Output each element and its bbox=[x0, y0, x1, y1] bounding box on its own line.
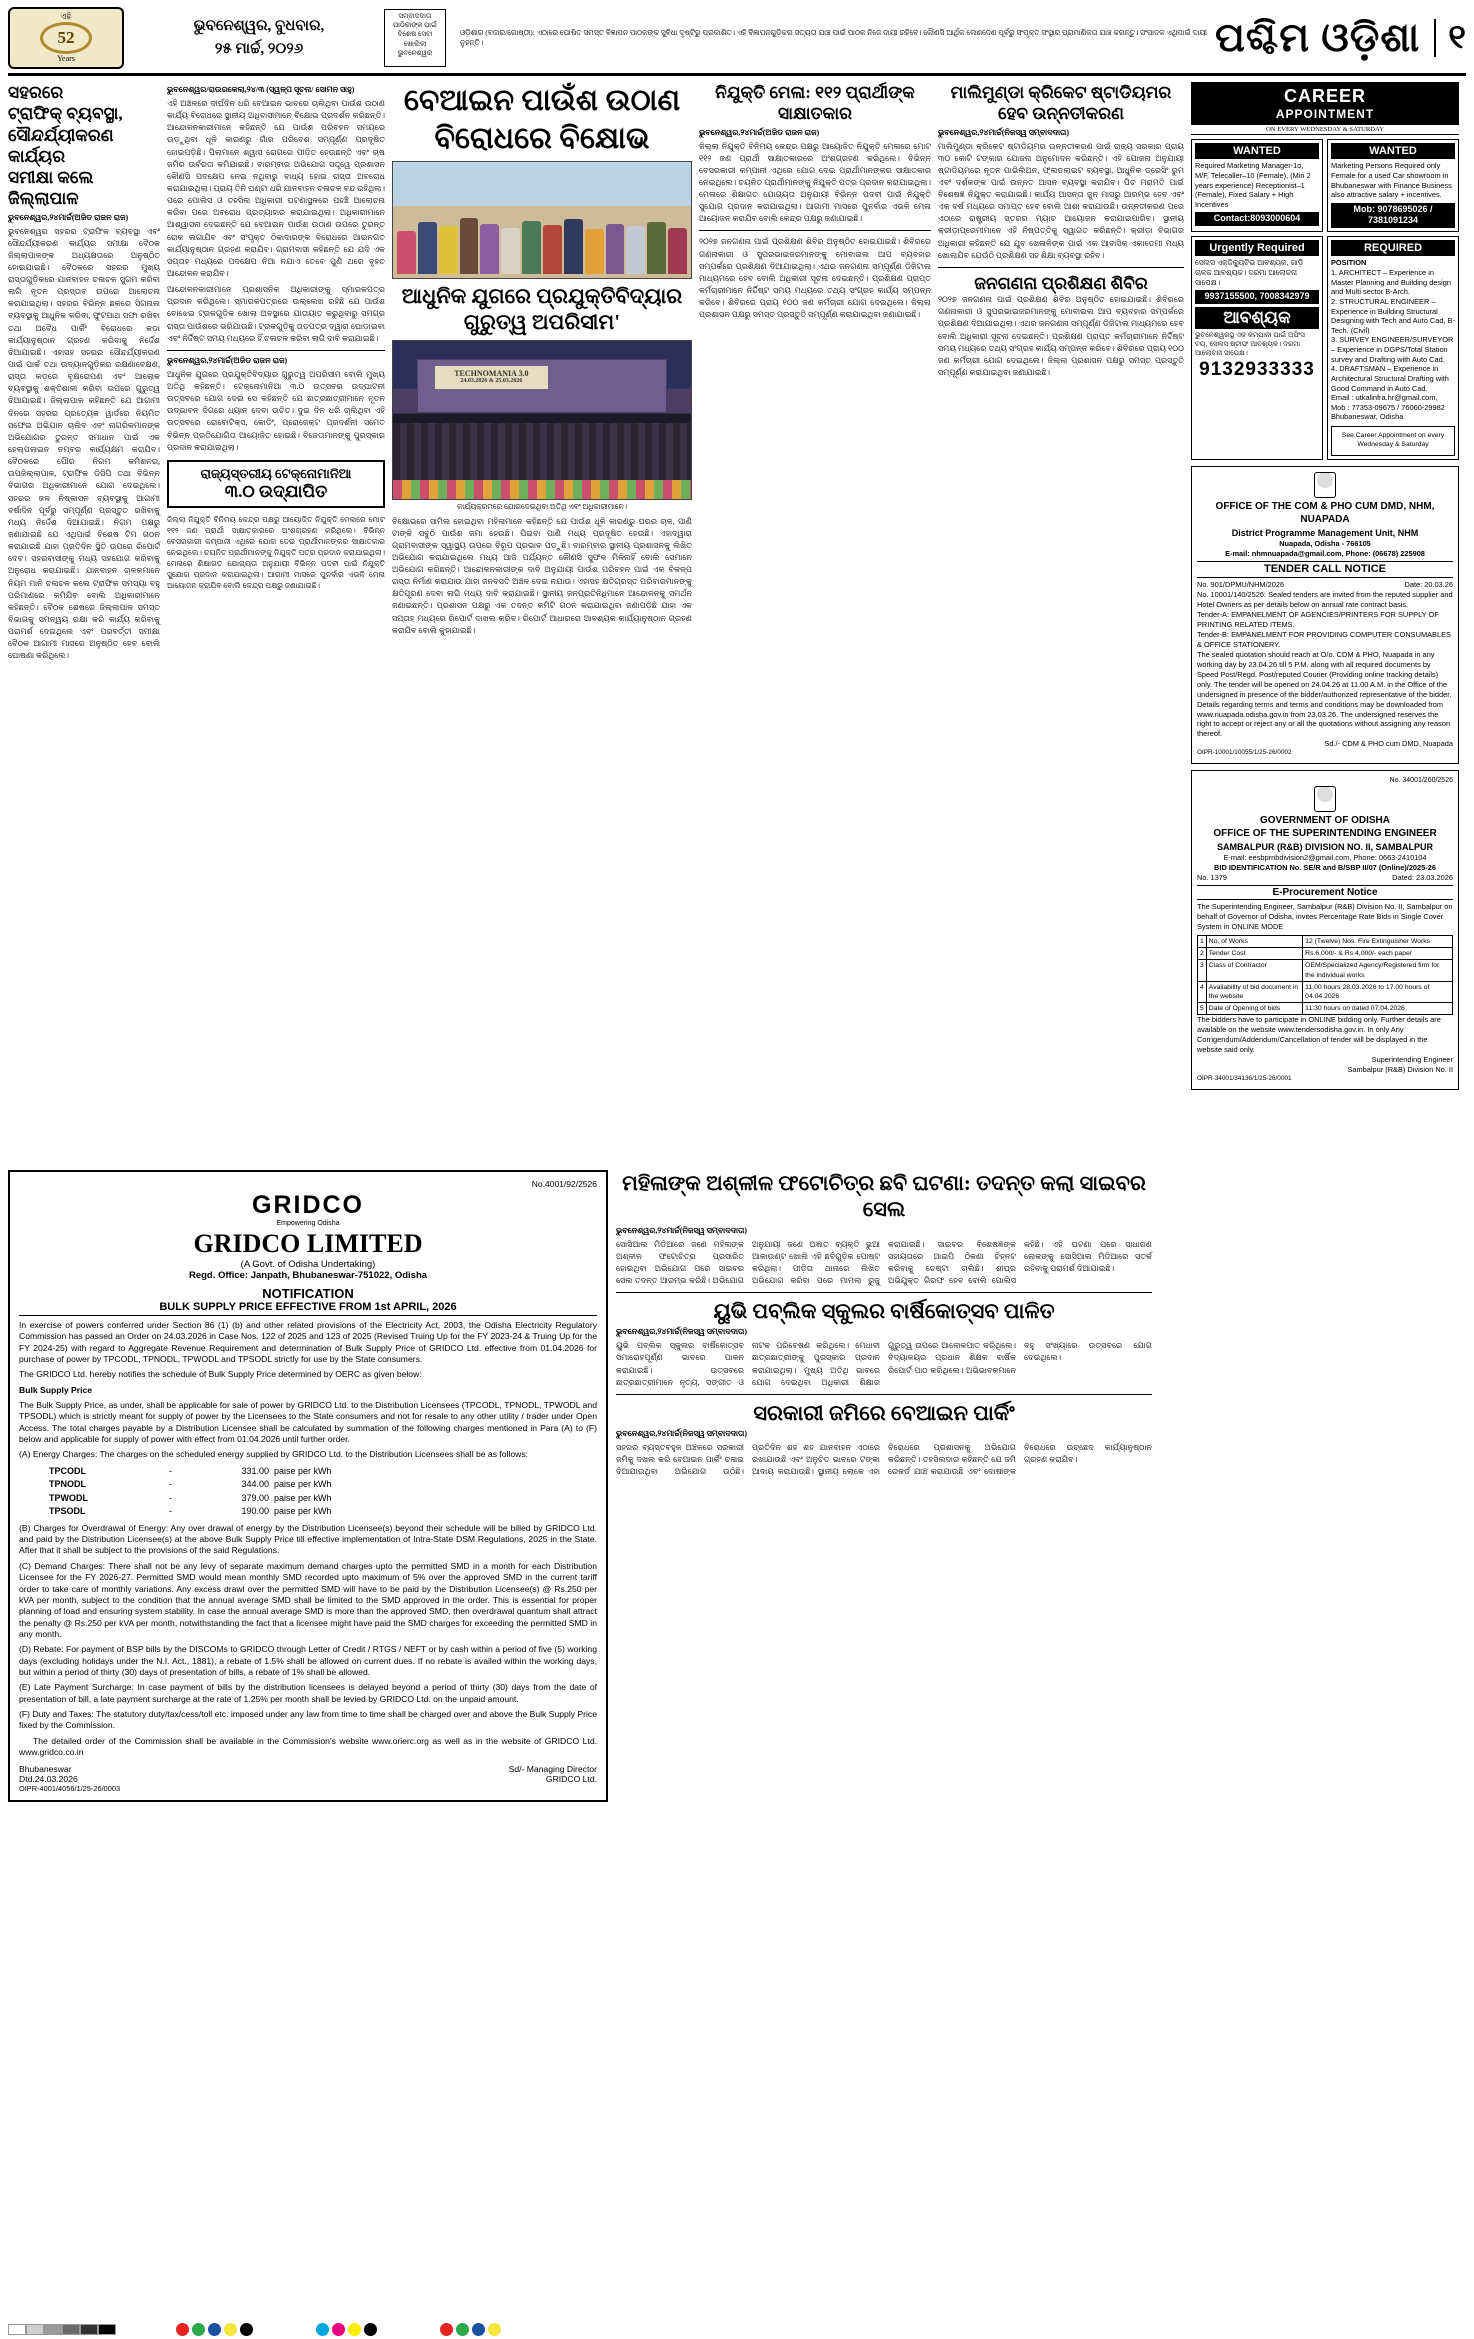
nuapada-email[interactable]: E-mail: nhmnuapada@gmail.com, Phone: (06678) 225908 bbox=[1225, 548, 1425, 558]
masthead-disclaimer: ଓଡ଼ିଶାର (ବଜାର/ଗୋଷ୍ଠୀ): ଏଠାରେ ଘୋଷିତ ସମସ୍ତ ବିଜ୍ଞାପନ ପାଠକଙ୍କ ସୁବିଧା ଦୃଷ୍ଟିରୁ ପ୍ରକାଶିତ। ଏହି ବିଜ୍ଞାପନଗୁଡ଼ିକର ସତ୍ୟତା ଯାଞ୍ଚ ପାଇଁ ପାଠକ ନିଜେ ଦାୟୀ ରହିବେ। କୌଣସି ଆର୍ଥିକ ଲେଣଦେଣ ପୂର୍ବରୁ ସଂପୃକ୍ତ ସଂସ୍ଥାର ପ୍ରାମାଣିକତା ଯାଞ୍ଚ କରନ୍ତୁ। ସଂପାଦକ ଏଥିପାଇଁ ଦାୟୀ ନୁହନ୍ତି। bbox=[460, 27, 1207, 47]
sambalpur-eproc-title: E-Procurement Notice bbox=[1197, 885, 1453, 901]
divider-1 bbox=[167, 350, 385, 351]
nuapada-notice-title: TENDER CALL NOTICE bbox=[1197, 561, 1453, 578]
row5-value: 11.30 hours on dated 07.04.2026 bbox=[1303, 1003, 1453, 1015]
sambalpur-footer: The bidders have to participate in ONLINE bidding only. Further details are available on the website www.tendersodisha.gov.in. In only Any Corrigendum/Addendum/Cancellation of tender will be displayed in the website said only. bbox=[1197, 1015, 1441, 1055]
sambalpur-tender-ad[interactable] bbox=[1191, 770, 1459, 1090]
tech-banner-title: TECHNOMANIA 3.0 bbox=[454, 368, 529, 378]
tariff-dash-1: - bbox=[169, 1479, 172, 1490]
masthead-title: ପଶ୍ଚିମ ଓଡ଼ିଶା bbox=[1215, 15, 1421, 60]
gridco-closing: The detailed order of the Commission shall be available in the Commission's website www.orierc.org as well as in the website of GRIDCO Ltd. www.gridco.co.in bbox=[19, 1735, 597, 1757]
masthead-place-line1: ଭୁବନେଶ୍ୱର, ବୁଧବାର, bbox=[193, 18, 325, 34]
ratebox bbox=[167, 460, 385, 508]
row4-label: Availability of bid document in the website bbox=[1206, 981, 1302, 1002]
gridco-para-1: In exercise of powers conferred under Section 86 (1) (b) and other related provisions of the Electricity Act, 2003, the Odisha Electricity Regulatory Commission has passed an Order on 24.03.2026 in Case Nos. 122 of 2025 and 123 of 2025 (Revised Truing Up for the FY 2023-24 & Truing Up for the FY 2024-25) with regard to Aggregate Revenue Requirement and determination of Bulk Supply Price of GRIDCO Ltd. effective from 01.04.2026 for purchase of power by TPCODL, TPNODL, TPWODL and TPSODL strictly for use by the State consumers. bbox=[19, 1320, 597, 1365]
table-row bbox=[1198, 960, 1453, 981]
tariff-value-3: 190.00 bbox=[241, 1506, 269, 1517]
required-position-label: POSITION bbox=[1331, 258, 1367, 268]
tariff-value-0: 331.00 bbox=[241, 1465, 269, 1476]
tariff-row-tpcodl bbox=[49, 1465, 597, 1479]
row1-sl: 1 bbox=[1198, 936, 1207, 948]
required-item-4: 4. DRAFTSMAN – Experience in Architectural Structural Drafting with Good Command in Auto Cad. bbox=[1331, 364, 1449, 393]
nuapada-notice-no: No. 901/DPMU/NHM/2026 bbox=[1197, 579, 1285, 589]
tariff-row-tpwodl bbox=[49, 1492, 597, 1506]
story1-headline bbox=[8, 82, 160, 210]
registration-marks bbox=[8, 2324, 116, 2335]
masthead-side-box: ସମ୍ବାଦଦାତା ପାଠିକାଙ୍କ ପାଇଁ ବିଶେଷ ସେବା ଖୋଲିଲା ଭୁବନେଶ୍ୱର bbox=[384, 9, 446, 67]
school-body: ୟୁଭି ପବ୍ଲିକ ସ୍କୁଲର ବାର୍ଷିକୋତ୍ସବ ସମାରୋହପୂର୍ଣ୍ଣ ଭାବରେ ପାଳନ କରାଯାଇଛି। ଉତ୍ସବରେ ଛାତ୍ରଛାତ୍ରୀମାନେ ନୃତ୍ୟ, ସଙ୍ଗୀତ ଓ ନାଟକ ପରିବେଷଣ କରିଥିଲେ। ମେଧାବୀ ଛାତ୍ରଛାତ୍ରୀଙ୍କୁ ପୁରସ୍କାର ପ୍ରଦାନ କରାଯାଇଥିଲା। ମୁଖ୍ୟ ଅତିଥି ଭାବରେ ଯୋଗ ଦେଇଥିବା ଅଧିକାରୀ ଶିକ୍ଷାର ଗୁରୁତ୍ୱ ଉପରେ ଆଲୋକପାତ କରିଥିଲେ। ବିଦ୍ୟାଳୟର ପ୍ରଧାନ ଶିକ୍ଷକ ବାର୍ଷିକ ରିପୋର୍ଟ ପାଠ କରିଥିଲେ। ଅଭିଭାବକମାନେ ବହୁ ସଂଖ୍ୟାରେ ଉତ୍ସବରେ ଯୋଗ ଦେଇଥିଲେ। bbox=[616, 1341, 1152, 1387]
urgently-required-ad[interactable] bbox=[1191, 236, 1323, 460]
required-ad-title: REQUIRED bbox=[1331, 240, 1455, 256]
career-title2: APPOINTMENT bbox=[1275, 107, 1375, 121]
sambalpur-sign1: Superintending Engineer bbox=[1371, 1055, 1453, 1065]
sambalpur-header bbox=[1197, 814, 1453, 853]
wanted-ad-1[interactable] bbox=[1191, 139, 1323, 232]
gridco-sign-2: GRIDCO Ltd. bbox=[545, 1774, 597, 1785]
tariff-dash-0: - bbox=[169, 1465, 172, 1476]
wanted-ad-2[interactable] bbox=[1327, 139, 1459, 232]
nuapada-tender-a: Tender-A: EMPANELMENT OF AGENCIES/PRINTERS FOR SUPPLY OF PRINTING RELATED ITEMS. bbox=[1197, 609, 1439, 629]
gridco-oipr: OIPR-4001/4056/1/25-26/0003 bbox=[19, 1784, 121, 1794]
gridco-item-b: (B) Charges for Overdrawal of Energy: Any over drawal of energy by the Distribution Licensee(s) beyond their schedule will be billed by GRIDCO Ltd. and paid by the Distribution Licensee(s) at the above Bulk Supply Price till effective implementation of Intra-State DSM Regulations, 2025 in the State. After that it shall be subject to the provisions of the said Regulations. bbox=[19, 1522, 597, 1556]
column-6-ads bbox=[1191, 82, 1459, 1090]
story1-body: ଭୁବନେଶ୍ୱର ସହରର ଟ୍ରାଫିକ ବ୍ୟବସ୍ଥା ଏବଂ ସୌନ୍ଦର୍ଯ୍ୟୀକରଣ କାର୍ଯ୍ୟର ସମୀକ୍ଷା ବୈଠକ ଜିଲ୍ଲାପାଳଙ୍କ ଅଧ୍ୟକ୍ଷତାରେ ଅନୁଷ୍ଠିତ ହୋଇଯାଇଛି। ବୈଠକରେ ସହରର ମୁଖ୍ୟ ରାସ୍ତାଗୁଡ଼ିକରେ ଯାନବାହନ ଚଳାଚଳ ସୁଗମ କରିବା ଲାଗି ନୂତନ ପ୍ରସ୍ତାବ ଉପରେ ଆଲୋଚନା କରାଯାଇଥିଲା। ସହରର ବିଭିନ୍ନ ଛକରେ ସିଗନାଲ ବ୍ୟବସ୍ଥାକୁ ଆଧୁନିକ କରିବା, ଫୁଟପାଥ ସଫା ରଖିବା ତଥା ଅବୈଧ ପାର୍କିଂ ବିରୋଧରେ କଡ଼ା କାର୍ଯ୍ୟାନୁଷ୍ଠାନ ଗ୍ରହଣ କରିବାକୁ ନିର୍ଦ୍ଦେଶ ଦିଆଯାଇଛି। ଏହାସହ ସହରର ସୌନ୍ଦର୍ଯ୍ୟୀକରଣ ପାଇଁ ପାର୍କ ତଥା ଉଦ୍ୟାନଗୁଡ଼ିକର ରକ୍ଷଣାବେକ୍ଷଣ, ରାସ୍ତା କଡ଼ରେ ବୃକ୍ଷରୋପଣ ଏବଂ ଆଲୋକ ବ୍ୟବସ୍ଥାକୁ ଶକ୍ତିଶାଳୀ କରିବା ଉପରେ ଗୁରୁତ୍ୱ ଦିଆଯାଇଛି। ଜିଲ୍ଲାପାଳ କହିଛନ୍ତି ଯେ ଆଗାମୀ ଦିନରେ ସହରର ପ୍ରତ୍ୟେକ ୱାର୍ଡରେ ନିୟମିତ ସଫେଇ ଅଭିଯାନ ଚାଲିବ ଏବଂ ନାଗରିକମାନଙ୍କ ଅଭିଯୋଗର ତୁରନ୍ତ ସମାଧାନ ପାଇଁ ଏକ ହେଲ୍ପଲାଇନ ନମ୍ବର କାର୍ଯ୍ୟକ୍ଷମ କରାଯିବ। ବୈଠକରେ ପୌର ନିଗମ କମିଶନର, ଉପଜିଲ୍ଲାପାଳ, ଟ୍ରାଫିକ ଡିସିପି ତଥା ବିଭିନ୍ନ ବିଭାଗର ଅଧିକାରୀମାନେ ଯୋଗ ଦେଇଥିଲେ। ସହରର ଜଳ ନିଷ୍କାସନ ବ୍ୟବସ୍ଥାକୁ ଆଗାମୀ ବର୍ଷାଦିନ ପୂର୍ବରୁ ସମ୍ପୂର୍ଣ୍ଣ ପ୍ରସ୍ତୁତ ରଖିବାକୁ ମଧ୍ୟ ନିର୍ଦ୍ଦେଶ ଦିଆଯାଇଛି। ନିଗମ ପକ୍ଷରୁ ଜଣାଯାଇଛି ଯେ ଏଥିପାଇଁ ବିଶେଷ ଟିମ ଗଠନ କରାଯାଇଛି ଯାହା ପ୍ରତିଦିନ ସ୍ଥିତି ଉପରେ ରିପୋର୍ଟ ଦେବ। ସହରବାସୀଙ୍କୁ ମଧ୍ୟ ସହଯୋଗ କରିବାକୁ ଅନୁରୋଧ କରାଯାଇଛି। ଯାନବାହନ ଚାଳକମାନେ ନିୟମ ମାନି ଚଳାଚଳ କଲେ ଟ୍ରାଫିକ ସମସ୍ୟା ବହୁ ପରିମାଣରେ କମିଯିବ ବୋଲି ଅଧିକାରୀମାନେ କହିଛନ୍ତି। ବୈଠକ ଶେଷରେ ଜିଲ୍ଲାପାଳ ସମସ୍ତ ବିଭାଗକୁ ସମନ୍ୱୟ ରକ୍ଷା କରି କାର୍ଯ୍ୟ କରିବାକୁ ପରାମର୍ଶ ଦେଇଥିଲେ ଏବଂ ପରବର୍ତ୍ତୀ ସମୀକ୍ଷା ବୈଠକ ଆଗାମୀ ମାସରେ ଅନୁଷ୍ଠିତ ହେବ ବୋଲି ଘୋଷଣା କରିଥିଲେ। bbox=[8, 226, 160, 661]
tariff-name-0: TPCODL bbox=[49, 1465, 86, 1476]
row2-label: Tender Cost bbox=[1206, 948, 1302, 960]
gridco-logo-text: GRIDCO bbox=[252, 1191, 364, 1219]
required-email[interactable]: Email : utkalinfra.hr@gmail.com, bbox=[1331, 393, 1438, 403]
census-body: ୨୦୨୭ ଜନଗଣନା ପାଇଁ ପ୍ରଶିକ୍ଷଣ ଶିବିର ଅନୁଷ୍ଠିତ ହୋଇଯାଇଛି। ଶିବିରରେ ଗଣନାକାରୀ ଓ ସୁପରଭାଇଜରମାନଙ୍କୁ ମୋବାଇଲ ଆପ ବ୍ୟବହାର ସମ୍ପର୍କରେ ପ୍ରଶିକ୍ଷଣ ଦିଆଯାଇଥିଲା। ଏଥର ଜନଗଣନା ସମ୍ପୂର୍ଣ୍ଣ ଡିଜିଟାଲ ମାଧ୍ୟମରେ ହେବ ବୋଲି ଅଧିକାରୀ ସୂଚନା ଦେଇଛନ୍ତି। ପ୍ରଶିକ୍ଷଣ ପ୍ରାପ୍ତ କର୍ମଚାରୀମାନେ ନିର୍ଦ୍ଦିଷ୍ଟ ସମୟ ମଧ୍ୟରେ ତଥ୍ୟ ସଂଗ୍ରହ କାର୍ଯ୍ୟ ସମ୍ପନ୍ନ କରିବେ। ଶିବିରରେ ପ୍ରାୟ ୧୦୦ ଜଣ କର୍ମଚାରୀ ଯୋଗ ଦେଇଥିଲେ। ଜିଲ୍ଲା ପ୍ରଶାସନ ପକ୍ଷରୁ ସମସ୍ତ ପ୍ରସ୍ତୁତି ସମ୍ପୂର୍ଣ୍ଣ କରାଯାଇଥିବା ଜଣାଯାଇଛି। bbox=[938, 295, 1184, 377]
parking-headline: ସରକାରୀ ଜମିରେ ବେଆଇନ ପାର୍କିଂ bbox=[753, 1400, 1015, 1425]
story1-headline-line4: ସମୀକ୍ଷା କଲେ ଜିଲ୍ଲାପାଳ bbox=[8, 168, 94, 209]
content-grid bbox=[8, 82, 1466, 1090]
gridco-sub1: (A Govt. of Odisha Undertaking) bbox=[240, 1259, 376, 1270]
odisha-emblem-icon-2 bbox=[1314, 786, 1336, 812]
gridco-notification-title: NOTIFICATION bbox=[262, 1286, 354, 1301]
tariff-value-2: 379.00 bbox=[241, 1492, 269, 1503]
avashyak-body: ଭୁବନେଶ୍ୱରସ୍ଥ ଏକ କମ୍ପାନୀ ପାଇଁ ଅଫିସ ବୟ, ସେଲସ ଷ୍ଟାଫ ଆବଶ୍ୟକ। ଦରମା ଆଲୋଚନା ସାପେକ୍ଷ। bbox=[1195, 332, 1305, 358]
column-2 bbox=[167, 82, 385, 1090]
required-item-1: 1. ARCHITECT – Experience in Master Planning and Building design and Multi sector B-Arch. bbox=[1331, 268, 1451, 297]
row1-label: No. of Works bbox=[1206, 936, 1302, 948]
tariff-dash-2: - bbox=[169, 1492, 172, 1503]
sambalpur-email[interactable]: E-mail: eesbprnbdivision2@gmail.com, Phone: 0663-2410104 bbox=[1223, 852, 1427, 862]
story1-headline-line2: ଟ୍ରାଫିକ୍ ବ୍ୟବସ୍ଥା, bbox=[8, 104, 123, 124]
gridco-item-c: (C) Demand Charges: There shall not be any levy of separate maximum demand charges upto the permitted SMD in a month for each Distribution Licensee for the FY 2026-27. Permitted SMD would mean monthly SMD recorded upto maximum of 5% over the approved SMD in the current tariff order to take care of monthly variations. Any excess drawl over the permitted SMD will have to be paid by the Distribution Licensee(s) @ Rs.250 per kVA per month, subject to the condition that the annual average SMD shall be limited to the SMD approved in the order. This is essential for proper planning of load and ensuring system stability. In case the annual average SMD is more than the approved SMD, then overdrawal quantum shall attract the penalty @ Rs.250 per kVA per month, notwithstanding the fact that a licensee might have paid the SMD charges for exceeding the permitted SMD in any month. bbox=[19, 1560, 597, 1639]
color-registration-bar bbox=[0, 2321, 1474, 2337]
gridco-para-2: The GRIDCO Ltd. hereby notifies the schedule of Bulk Supply Price determined by OERC as given below: bbox=[19, 1369, 422, 1380]
tariff-unit-0: paise per kWh bbox=[274, 1465, 332, 1476]
cmyk-dots-2 bbox=[316, 2323, 380, 2336]
avashyak-title: ଆବଶ୍ୟକ bbox=[1195, 307, 1319, 329]
urgent-ad-body: ସେଲସ ଏକ୍ଜିକ୍ୟୁଟିଭ ଆବଶ୍ୟକ, ଗାଡ଼ି ଚାଳକ ଆବଶ୍ୟକ। ଦରମା ଆଲୋଚନା ସାପେକ୍ଷ। bbox=[1195, 258, 1304, 287]
tech-banner bbox=[435, 366, 548, 390]
niyukti-headline: ନିଯୁକ୍ତି ମେଳା: ୧୧୨ ପ୍ରାର୍ଥୀଙ୍କ ସାକ୍ଷାତକାର bbox=[715, 83, 915, 124]
required-item-2: 2. STRUCTURAL ENGINEER – Experience in Building Structural Designing with Tech and Auto Cad, B-Tech. (Civil) bbox=[1331, 296, 1455, 335]
sambalpur-oipr: OIPR-34001/34136/1/25-26/0001 bbox=[1197, 1075, 1292, 1083]
sambalpur-intro: The Superintending Engineer, Sambalpur (R&B) Division No. II, Sambalpur on behalf of Governor of Odisha, invites Percentage Rate Bids in Single Cover System in ONLINE MODE bbox=[1197, 902, 1453, 932]
tariff-name-3: TPSODL bbox=[49, 1506, 86, 1517]
story2-body: ଏହି ଅଞ୍ଚଳରେ ଦୀର୍ଘଦିନ ଧରି ବେଆଇନ ଭାବରେ ଚାଲିଥିବା ପାଉଁଶ ଉଠାଣ କାର୍ଯ୍ୟ ବିରୋଧରେ ସ୍ଥାନୀୟ ଅଧିବାସୀମାନେ ବିକ୍ଷୋଭ ପ୍ରଦର୍ଶନ କରିଛନ୍ତି। ଆନ୍ଦୋଳନକାରୀମାନେ କହିଛନ୍ତି ଯେ ପାଉଁଶ ପରିବହନ ସମୟରେ ଉଡ଼ୁଥିବା ଧୂଳି କାରଣରୁ ଗାଁର ପରିବେଶ ସମ୍ପୂର୍ଣ୍ଣ ପ୍ରଦୂଷିତ ହୋଇପଡ଼ିଛି। ପିଲାମାନେ ଶ୍ୱାସ ରୋଗରେ ପୀଡ଼ିତ ହେଉଛନ୍ତି ଏବଂ ଚାଷ ଜମିର ଉର୍ବରତା କମିଯାଇଛି। ବାରମ୍ବାର ଅଭିଯୋଗ ସତ୍ତ୍ୱେ ପ୍ରଶାସନ କୌଣସି ପଦକ୍ଷେପ ନେଇ ନଥିବାରୁ ବାଧ୍ୟ ହୋଇ ରାସ୍ତା ଅବରୋଧ କରାଯାଇଥିଲା। ପ୍ରାୟ ତିନି ଘଣ୍ଟା ଧରି ଯାନବାହନ ଚଳାଚଳ ବନ୍ଦ ରହିଥିଲା। ପରେ ପୋଲିସ ଓ ତହସିଲ ଅଧିକାରୀ ଘଟଣାସ୍ଥଳରେ ପହଞ୍ଚି ଆଲୋଚନା କରିବା ପରେ ଅବରୋଧ ପ୍ରତ୍ୟାହାର କରାଯାଇଥିଲା। ଅଧିକାରୀମାନେ ଆଶ୍ୱାସନା ଦେଇଛନ୍ତି ଯେ ବେଆଇନ ପାଉଁଶ ଉଠାଣ ଉପରେ ତୁରନ୍ତ ରୋକ ଲଗାଯିବ ଏବଂ ସଂପୃକ୍ତ ଠିକାଦାରଙ୍କ ବିରୋଧରେ ଆଇନଗତ କାର୍ଯ୍ୟାନୁଷ୍ଠାନ ଗ୍ରହଣ କରାଯିବ। ଗ୍ରାମବାସୀ କହିଛନ୍ତି ଯେ ଯଦି ଏକ ସପ୍ତାହ ମଧ୍ୟରେ ପଦକ୍ଷେପ ନିଆ ନଯାଏ ତେବେ ପୁଣି ଥରେ ବୃହତ ଆନ୍ଦୋଳନ କରାଯିବ। bbox=[167, 99, 385, 278]
nuapada-tender-b: Tender-B: EMPANELMENT FOR PROVIDING COMPUTER CONSUMABLES & OFFICE STATIONERY. bbox=[1197, 629, 1451, 649]
row3-label: Class of Contractor bbox=[1206, 960, 1302, 981]
lead-body: ବିକ୍ଷୋଭରେ ସାମିଲ ହୋଇଥିବା ମହିଳାମାନେ କହିଛନ୍ତି ଯେ ପାଉଁଶ ଧୂଳି କାରଣରୁ ଘରର ଚାଳ, ପାଣି ଟାଙ୍କି ସବୁଠି ପାଉଁଶ ଜମା ହେଉଛି। ପିଇବା ପାଣି ମଧ୍ୟ ପ୍ରଦୂଷିତ ହେଉଛି। ଏହାଦ୍ୱାରା ଗ୍ରାମବାସୀଙ୍କ ସ୍ୱାସ୍ଥ୍ୟ ଉପରେ ବିରୂପ ପ୍ରଭାବ ପଡ଼ୁଛି। ବାରମ୍ବାର ସ୍ଥାନୀୟ ପ୍ରଶାସନକୁ ଲିଖିତ ଅଭିଯୋଗ କରାଯାଇଥିଲେ ମଧ୍ୟ ଆଜି ପର୍ଯ୍ୟନ୍ତ କୌଣସି ସୁଫଳ ମିଳିନାହିଁ ବୋଲି ସେମାନେ ଅଭିଯୋଗ କରିଛନ୍ତି। ଆନ୍ଦୋଳନକାରୀଙ୍କ ଦାବି ଅନୁଯାୟୀ ପାଉଁଶ ପରିବହନ ପାଇଁ ଏକ ବିକଳ୍ପ ରାସ୍ତା ନିର୍ମାଣ କରାଯାଉ ଯାହା ଜନବସତି ଅଞ୍ଚଳ ଦେଇ ନଯାଉ। ଏହାସହ କ୍ଷତିଗ୍ରସ୍ତ ପରିବାରମାନଙ୍କୁ କ୍ଷତିପୂରଣ ଦେବା ଲାଗି ମଧ୍ୟ ଦାବି କରାଯାଇଛି। ସ୍ଥାନୀୟ ଜନପ୍ରତିନିଧିମାନେ ଆନ୍ଦୋଳନକୁ ସମର୍ଥନ ଜଣାଇଛନ୍ତି। ପ୍ରଶାସନ ପକ୍ଷରୁ ଏକ ତଦନ୍ତ କମିଟି ଗଠନ କରାଯାଇଥିବା ଜଣାପଡ଼ିଛି ଯାହା ଏକ ସପ୍ତାହ ମଧ୍ୟରେ ରିପୋର୍ଟ ଦାଖଲ କରିବ। ରିପୋର୍ଟ ଆଧାରରେ ଆବଶ୍ୟକ କାର୍ଯ୍ୟାନୁଷ୍ଠାନ ଗ୍ରହଣ କରାଯିବ ବୋଲି କୁହାଯାଇଛି। bbox=[392, 516, 692, 635]
census-headline: ଜନଗଣନା ପ୍ରଶିକ୍ଷଣ ଶିବିର bbox=[974, 273, 1148, 293]
column-4 bbox=[699, 82, 931, 1090]
masthead bbox=[8, 6, 1466, 76]
gridco-effective-title: BULK SUPPLY PRICE EFFECTIVE FROM 1st APRIL, 2026 bbox=[19, 1301, 597, 1316]
lead-photo bbox=[392, 161, 692, 279]
wanted-ad-2-body: Marketing Persons Required only Female for a used Car showroom in Bhubaneswar with Finance Business also attractive salary + incentives. bbox=[1331, 161, 1452, 200]
story2-body-2: ଆନ୍ଦୋଳନକାରୀମାନେ ପ୍ରଶାସନିକ ଅଧିକାରୀଙ୍କୁ ସ୍ମାରକପତ୍ର ପ୍ରଦାନ କରିଥିଲେ। ସ୍ମାରକପତ୍ରରେ ଉଲ୍ଲେଖ ରହିଛି ଯେ ପାଉଁଶ ବୋଝେଇ ଟ୍ରକଗୁଡ଼ିକ ଖୋଲା ଅବସ୍ଥାରେ ଯାତାୟାତ କରୁଥିବାରୁ ସମଗ୍ର ରାସ୍ତା ପାଉଁଶରେ ଭରିଯାଉଛି। ଟ୍ରକଗୁଡ଼ିକୁ ତାଡ଼ପତ୍ର ଦ୍ୱାରା ଘୋଡ଼ାଇବା ଏବଂ ନିର୍ଦ୍ଦିଷ୍ଟ ସମୟ ମଧ୍ୟରେ ହିଁ ଚଳାଚଳ କରିବା ଲାଗି ଦାବି କରାଯାଇଛି। bbox=[167, 285, 385, 343]
school-headline: ୟୁଭି ପବ୍ଲିକ ସ୍କୁଲର ବାର୍ଷିକୋତ୍ସବ ପାଳିତ bbox=[713, 1299, 1055, 1324]
story-tech-extra: ଜିଲ୍ଲା ନିଯୁକ୍ତି ବିନିମୟ କେନ୍ଦ୍ର ପକ୍ଷରୁ ଆୟୋଜିତ ନିଯୁକ୍ତି ମେଳାରେ ମୋଟ ୧୧୨ ଜଣ ପ୍ରାର୍ଥୀ ସାକ୍ଷାତକାରରେ ଅଂଶଗ୍ରହଣ କରିଥିଲେ। ବିଭିନ୍ନ ବେସରକାରୀ କମ୍ପାନୀ ଏଥିରେ ଯୋଗ ଦେଇ ପ୍ରାର୍ଥୀମାନଙ୍କର ସାକ୍ଷାତକାର ନେଇଥିଲେ। ଚୟନିତ ପ୍ରାର୍ଥୀମାନଙ୍କୁ ନିଯୁକ୍ତି ପତ୍ର ପ୍ରଦାନ କରାଯାଇଥିଲା। ମେଳାରେ ଶିକ୍ଷାଗତ ଯୋଗ୍ୟତା ଅନୁଯାୟୀ ବିଭିନ୍ନ ପଦବୀ ପାଇଁ ନିଯୁକ୍ତି ସୁଯୋଗ ପ୍ରଦାନ କରାଯାଇଥିଲା। ଆଗାମୀ ମାସରେ ପୁନର୍ବାର ଏଭଳି ମେଳା ଆୟୋଜନ କରାଯିବ ବୋଲି କେନ୍ଦ୍ର ପକ୍ଷରୁ ଜଣାଯାଇଛି। bbox=[167, 514, 385, 590]
tariff-row-tpsodl bbox=[49, 1505, 597, 1519]
see-career-note: See Career Appointment on every Wednesday & Saturday bbox=[1331, 426, 1455, 456]
wanted-ad-1-title: WANTED bbox=[1195, 143, 1319, 159]
ratebox-line2: ୩.୦ ଉଦ୍‌ଯାପିତ bbox=[224, 481, 328, 501]
wanted-ad-2-title: WANTED bbox=[1331, 143, 1455, 159]
nuapada-header bbox=[1197, 500, 1453, 559]
cricket-headline: ମାଲିମୁଣ୍ଡା କ୍ରିକେଟ ଷ୍ଟାଡିୟମର ହେବ ଉନ୍ନତୀକରଣ bbox=[950, 83, 1172, 124]
story1-headline-line3: ସୌନ୍ଦର୍ଯ୍ୟୀକରଣ କାର୍ଯ୍ୟର bbox=[8, 125, 114, 166]
table-row bbox=[1198, 1003, 1453, 1015]
cyber-body: ସୋସିଆଲ ମିଡିଆରେ ଜଣେ ମହିଳାଙ୍କ ଅଶ୍ଳୀଳ ଫଟୋଚିତ୍ର ପ୍ରସାରିତ ହୋଇଥିବା ଅଭିଯୋଗ ପରେ ସାଇବର ସେଲ ତଦନ୍ତ ଆରମ୍ଭ କରିଛି। ଅଭିଯୋଗ ଅନୁଯାୟୀ ଜଣେ ଅଜ୍ଞାତ ବ୍ୟକ୍ତି ଭୁଆ ଆକାଉଣ୍ଟ ଖୋଲି ଏହି ଛବିଗୁଡ଼ିକ ପୋଷ୍ଟ କରିଥିଲା। ପୀଡ଼ିତା ଥାନାରେ ଲିଖିତ ଅଭିଯୋଗ କରିବା ପରେ ମାମଲା ରୁଜୁ କରାଯାଇଛି। ସାଇବର ବିଶେଷଜ୍ଞଙ୍କ ସହାୟତାରେ ଆଇପି ଠିକଣା ଚିହ୍ନଟ କରିବାକୁ ଚେଷ୍ଟା ଚାଲିଛି। ଶୀଘ୍ର ଅଭିଯୁକ୍ତ ଗିରଫ ହେବ ବୋଲି ପୋଲିସ କହିଛି। ଏହି ଘଟଣା ପରେ ସାଧାରଣ ଲୋକଙ୍କୁ ସୋସିଆଲ ମିଡିଆରେ ସତର୍କ ରହିବାକୁ ପରାମର୍ଶ ଦିଆଯାଇଛି। bbox=[616, 1239, 1152, 1285]
gridco-item-f: (F) Duty and Taxes: The statutory duty/tax/cess/toll etc. imposed under any law from time to time shall be charged over and above the Bulk Supply Price fixed by the Commission. bbox=[19, 1708, 597, 1731]
photo-crowd bbox=[397, 202, 687, 274]
nuapada-header-1: OFFICE OF THE COM & PHO CUM DMD, NHM, NUAPADA bbox=[1215, 500, 1435, 526]
tariff-dash-3: - bbox=[169, 1506, 172, 1517]
cmyk-dots-3 bbox=[440, 2323, 504, 2336]
sambalpur-division: SAMBALPUR (R&B) DIVISION NO. II, SAMBALPUR bbox=[1217, 841, 1433, 852]
col4-extra-body: ୨୦୨୭ ଜନଗଣନା ପାଇଁ ପ୍ରଶିକ୍ଷଣ ଶିବିର ଅନୁଷ୍ଠିତ ହୋଇଯାଇଛି। ଶିବିରରେ ଗଣନାକାରୀ ଓ ସୁପରଭାଇଜରମାନଙ୍କୁ ମୋବାଇଲ ଆପ ବ୍ୟବହାର ସମ୍ପର୍କରେ ପ୍ରଶିକ୍ଷଣ ଦିଆଯାଇଥିଲା। ଏଥର ଜନଗଣନା ସମ୍ପୂର୍ଣ୍ଣ ଡିଜିଟାଲ ମାଧ୍ୟମରେ ହେବ ବୋଲି ଅଧିକାରୀ ସୂଚନା ଦେଇଛନ୍ତି। ପ୍ରଶିକ୍ଷଣ ପ୍ରାପ୍ତ କର୍ମଚାରୀମାନେ ନିର୍ଦ୍ଦିଷ୍ଟ ସମୟ ମଧ୍ୟରେ ତଥ୍ୟ ସଂଗ୍ରହ କାର୍ଯ୍ୟ ସମ୍ପନ୍ନ କରିବେ। ଶିବିରରେ ପ୍ରାୟ ୧୦୦ ଜଣ କର୍ମଚାରୀ ଯୋଗ ଦେଇଥିଲେ। ଜିଲ୍ଲା ପ୍ରଶାସନ ପକ୍ଷରୁ ସମସ୍ତ ପ୍ରସ୍ତୁତି ସମ୍ପୂର୍ଣ୍ଣ କରାଯାଇଥିବା ଜଣାଯାଇଛି। bbox=[699, 237, 931, 320]
urgent-ad-contact[interactable]: 9937155500, 7008342979 bbox=[1195, 290, 1319, 304]
cyber-byline: ଭୁବନେଶ୍ୱର,୨୪ମାର୍ଚ୍ଚ(ନିଜସ୍ୱ ସମ୍ବାଦଦାତା) bbox=[616, 1225, 748, 1235]
niyukti-byline: ଭୁବନେଶ୍ୱର,୨୪ମାର୍ଚ୍ଚ(ଅଜିଡ ରାଜନ ରାଜ) bbox=[699, 127, 820, 137]
story-tech-body: ଆଧୁନିକ ଯୁଗରେ ପ୍ରଯୁକ୍ତିବିଦ୍ୟାର ଗୁରୁତ୍ୱ ଅପରିସୀମ ବୋଲି ମୁଖ୍ୟ ଅତିଥି କହିଛନ୍ତି। ଟେକ୍ନୋମାନିଆ ୩.୦ ଉତ୍ସବର ଉଦ୍‌ଘାଟନୀ ଉତ୍ସବରେ ଯୋଗ ଦେଇ ସେ କହିଛନ୍ତି ଯେ ଛାତ୍ରଛାତ୍ରୀମାନେ ନୂତନ ଉଦ୍ଭାବନ ଦିଗରେ ଧ୍ୟାନ ଦେବା ଉଚିତ। ଦୁଇ ଦିନ ଧରି ଚାଲିଥିବା ଏହି ଉତ୍ସବରେ ରୋବୋଟିକ୍ସ, କୋଡିଂ, ପ୍ରୋଜେକ୍ଟ ପ୍ରଦର୍ଶନୀ ସମେତ ବିଭିନ୍ନ ପ୍ରତିଯୋଗିତା ଆୟୋଜିତ ହୋଇଛି। ବିଜେତାମାନଙ୍କୁ ପୁରସ୍କାର ପ୍ରଦାନ କରାଯାଇଥିଲା। bbox=[167, 369, 385, 452]
masthead-place-line2: ୨୫ ମାର୍ଚ୍ଚ, ୨୦୨୬ bbox=[214, 40, 304, 57]
lower-odia-stories bbox=[616, 1170, 1152, 1479]
row4-sl: 4 bbox=[1198, 981, 1207, 1002]
tech-photo bbox=[392, 340, 692, 500]
sambalpur-date: Dated: 23.03.2026 bbox=[1392, 872, 1453, 882]
cricket-body: ମାଲିମୁଣ୍ଡା କ୍ରିକେଟ ଷ୍ଟାଡିୟମର ଉନ୍ନତୀକରଣ ପାଇଁ ରାଜ୍ୟ ସରକାର ପ୍ରାୟ ୩୦ କୋଟି ଟଙ୍କାର ଯୋଜନା ଅନୁମୋଦନ କରିଛନ୍ତି। ଏହି ଯୋଜନା ଅନୁଯାୟୀ ଷ୍ଟାଡିୟମରେ ନୂତନ ପାଭିଲିଅନ, ଫ୍ଲଡଲାଇଟ ବ୍ୟବସ୍ଥା, ଆଧୁନିକ ଡ୍ରେସିଂ ରୁମ ଏବଂ ଦର୍ଶକଙ୍କ ପାଇଁ ଉନ୍ନତ ଆସନ ବ୍ୟବସ୍ଥା କରାଯିବ। ପିଚ ମରାମତି ପାଇଁ ବିଶେଷଜ୍ଞ ନିଯୁକ୍ତ କରାଯାଇଛି। କାର୍ଯ୍ୟ ଆସନ୍ତା ଜୁନ ମାସରୁ ଆରମ୍ଭ ହେବ ଏବଂ ଏକ ବର୍ଷ ମଧ୍ୟରେ ସମାପ୍ତ ହେବ ବୋଲି ଆଶା କରାଯାଉଛି। ଉନ୍ନତୀକରଣ ପରେ ଏଠାରେ ରାଷ୍ଟ୍ରୀୟ ସ୍ତରର ମ୍ୟାଚ ଆୟୋଜନ କରାଯାଇପାରିବ। ସ୍ଥାନୀୟ କ୍ରୀଡ଼ାପ୍ରେମୀମାନେ ଏହି ନିଷ୍ପତ୍ତିକୁ ସ୍ୱାଗତ କରିଛନ୍ତି। କ୍ରୀଡ଼ା ବିଭାଗର ଅଧିକାରୀ କହିଛନ୍ତି ଯେ ଯୁବ ଖେଳାଳିଙ୍କ ପାଇଁ ଏକ ଆବାସିକ ଏକାଡେମୀ ମଧ୍ୟ ଖୋଲାଯିବ ଯେଉଁଠି ପ୍ରଶିକ୍ଷଣ ସହ ଶିକ୍ଷା ବ୍ୟବସ୍ଥା ରହିବ। bbox=[938, 141, 1184, 260]
urgent-ad-title: Urgently Required bbox=[1195, 240, 1319, 256]
gridco-date: Dtd.24.03.2026 bbox=[19, 1774, 78, 1785]
sambalpur-bid-table bbox=[1197, 935, 1453, 1015]
story-tech-byline: ଭୁବନେଶ୍ୱର,୨୪ମାର୍ଚ୍ଚ(ଅଜିଡ ରାଜନ ରାଜ) bbox=[167, 355, 288, 365]
career-subline: ON EVERY WEDNESDAY & SATURDAY bbox=[1191, 125, 1459, 135]
school-byline: ଭୁବନେଶ୍ୱର,୨୪ମାର୍ଚ୍ଚ(ନିଜସ୍ୱ ସମ୍ବାଦଦାତା) bbox=[616, 1327, 748, 1337]
cricket-byline: ଭୁବନେଶ୍ୱର,୨୪ମାର୍ଚ୍ଚ(ନିଜସ୍ୱ ସମ୍ବାଦଦାତା) bbox=[938, 127, 1070, 137]
niyukti-body: ଜିଲ୍ଲା ନିଯୁକ୍ତି ବିନିମୟ କେନ୍ଦ୍ର ପକ୍ଷରୁ ଆୟୋଜିତ ନିଯୁକ୍ତି ମେଳାରେ ମୋଟ ୧୧୨ ଜଣ ପ୍ରାର୍ଥୀ ସାକ୍ଷାତକାରରେ ଅଂଶଗ୍ରହଣ କରିଥିଲେ। ବିଭିନ୍ନ ବେସରକାରୀ କମ୍ପାନୀ ଏଥିରେ ଯୋଗ ଦେଇ ପ୍ରାର୍ଥୀମାନଙ୍କର ସାକ୍ଷାତକାର ନେଇଥିଲେ। ଚୟନିତ ପ୍ରାର୍ଥୀମାନଙ୍କୁ ନିଯୁକ୍ତି ପତ୍ର ପ୍ରଦାନ କରାଯାଇଥିଲା। ମେଳାରେ ଶିକ୍ଷାଗତ ଯୋଗ୍ୟତା ଅନୁଯାୟୀ ବିଭିନ୍ନ ପଦବୀ ପାଇଁ ନିଯୁକ୍ତି ସୁଯୋଗ ପ୍ରଦାନ କରାଯାଇଥିଲା। ଆଗାମୀ ମାସରେ ପୁନର୍ବାର ଏଭଳି ମେଳା ଆୟୋଜନ କରାଯିବ ବୋଲି କେନ୍ଦ୍ର ପକ୍ଷରୁ ଜଣାଯାଇଛି। bbox=[699, 141, 931, 224]
sambalpur-ref: No. 34001/260/2526 bbox=[1389, 777, 1453, 785]
row1-value: 12 (Twelve) Nos. Fire Extinguisher Works bbox=[1303, 936, 1453, 948]
nuapada-sign: Sd./- CDM & PHO cum DMD, Nuapada bbox=[1324, 739, 1453, 749]
career-ads-row2 bbox=[1191, 236, 1459, 460]
tech-headline: ଆଧୁନିକ ଯୁଗରେ ପ୍ରଯୁକ୍ତିବିଦ୍ୟାର ଗୁରୁତ୍ୱ ଅପରିସୀମ' bbox=[401, 284, 683, 335]
tariff-unit-1: paise per kWh bbox=[274, 1479, 332, 1490]
row4-value: 11.00 hours 28.03.2026 to 17.00 hours of 04.04.2026 bbox=[1303, 981, 1453, 1002]
badge-years: 52 bbox=[40, 22, 92, 54]
row5-label: Date of Opening of bids bbox=[1206, 1003, 1302, 1015]
sambalpur-bid-id: BID IDENTIFICATION No. SE/R and B/SBP II/07 (Online)/2025-26 bbox=[1214, 862, 1436, 872]
gridco-ad[interactable] bbox=[8, 1170, 608, 1802]
gridco-company-name: GRIDCO LIMITED bbox=[193, 1229, 423, 1258]
tariff-name-1: TPNODL bbox=[49, 1479, 86, 1490]
tech-banner-date: 24.03.2026 & 25.03.2026 bbox=[460, 377, 523, 384]
nuapada-header-2: District Programme Management Unit, NHM bbox=[1231, 527, 1419, 538]
nuapada-tender-ad[interactable] bbox=[1191, 466, 1459, 764]
column-5 bbox=[938, 82, 1184, 1090]
gridco-item-d: (D) Rebate: For payment of BSP bills by the DISCOMs to GRIDCO through Letter of Credit / RTGS / NEFT or by cash within a period of five (5) working days (excluding holidays under the N.I. Act., 1881), a rebate of 1.5% shall be allowed on current dues. If no rebate is availed within the working days, but within a period of thirty (30) days of presentation of bills, a rebate of 1% shall be allowed. bbox=[19, 1644, 597, 1677]
table-row bbox=[1198, 981, 1453, 1002]
badge-bottom-text: Years bbox=[57, 54, 75, 63]
table-row bbox=[1198, 936, 1453, 948]
divider-3 bbox=[938, 267, 1184, 268]
column-3 bbox=[392, 82, 692, 1090]
row2-sl: 2 bbox=[1198, 948, 1207, 960]
sambalpur-sign2: Sambalpur (R&B) Division No. II bbox=[1347, 1065, 1453, 1075]
table-row bbox=[1198, 948, 1453, 960]
divider-4 bbox=[616, 1292, 1152, 1293]
required-mob[interactable]: Mob : 77353-09675 / 76060-29982 bbox=[1331, 402, 1445, 412]
required-item-3: 3. SURVEY ENGINEER/SURVEYOR – Experience in DGPS/Total Station survey and Drafting with Auto Cad. bbox=[1331, 335, 1454, 364]
column-1 bbox=[8, 82, 160, 1090]
sambalpur-gov: GOVERNMENT OF ODISHA bbox=[1259, 814, 1390, 826]
divider-2 bbox=[699, 230, 931, 231]
gridco-ref-no: No.4001/92/2526 bbox=[531, 1179, 597, 1189]
ratebox-line1: ରାଜ୍ୟସ୍ତରୀୟ ଟେକ୍ନୋମାନିଆ bbox=[200, 465, 352, 481]
story2-byline: ଭୁବନେଶ୍ୱର/ରାଉରକେଲା,୨୪/୩ (ସ୍ୱଳ୍ପ ସୂଚନା/ ସୋମନ ସାହୁ) bbox=[167, 85, 355, 94]
nuapada-oipr: OIPR-10001/10055/1/25-26/0002 bbox=[1197, 749, 1292, 757]
parking-body: ସହରର ବ୍ୟସ୍ତବହୁଳ ଅଞ୍ଚଳରେ ସରକାରୀ ଜମିକୁ ଦଖଲ କରି ବେଆଇନ ପାର୍କିଂ ଚଳାଇ ଦିଆଯାଉଥିବା ଅଭିଯୋଗ ଉଠିଛି। ପ୍ରତିଦିନ ଶହ ଶହ ଯାନବାହନ ଏଠାରେ ରଖାଯାଉଛି ଏବଂ ଅନୁଚିତ ଭାବରେ ଟଙ୍କା ଆଦାୟ କରାଯାଉଛି। ସ୍ଥାନୀୟ ଲୋକେ ଏହା ବିରୋଧରେ ପ୍ରଶାସନକୁ ଅଭିଯୋଗ କରିଛନ୍ତି। ତହସିଲଦାର କହିଛନ୍ତି ଯେ ଜମି ରେକର୍ଡ ଯାଞ୍ଚ କରାଯାଉଛି ଏବଂ ଦୋଷୀଙ୍କ ବିରୋଧରେ ଉଚ୍ଛେଦ କାର୍ଯ୍ୟାନୁଷ୍ଠାନ ଗ୍ରହଣ କରାଯିବ। bbox=[616, 1443, 1152, 1477]
tariff-unit-2: paise per kWh bbox=[274, 1492, 332, 1503]
page-number: ୧ bbox=[1434, 19, 1466, 57]
story1-byline: ଭୁବନେଶ୍ୱର,୨୪ମାର୍ଚ୍ଚ(ଅଜିଡ ରାଜନ ରାଜ) bbox=[8, 212, 129, 222]
gridco-para-3: The Bulk Supply Price, as under, shall be applicable for sale of power by GRIDCO Ltd. to the Distribution Licensees (TPCODL, TPNODL, TPWODL and TPSODL) which is strictly meant for supply of power by the Licensees to the State consumers and not for resale to any other utility / trader under Open Access. The total charges payable by a Distribution Licensee shall be calculated by summation of the following charges mentioned in Para (A) to (F) below and applicable for supply of power with effect from 01.04.2026 until further order. bbox=[19, 1400, 597, 1445]
cyber-headline: ମହିଳାଙ୍କ ଅଶ୍ଳୀଳ ଫଟୋଚିତ୍ର ଛବି ଘଟଣା: ତଦନ୍ତ କଲା ସାଇବର ସେଲ bbox=[622, 1171, 1146, 1222]
gridco-item-e: (E) Late Payment Surcharge: In case payment of bills by the distribution licensees is delayed beyond a period of thirty (30) days from the date of presentation of bill, a late payment surcharge at the rate of 1.25% per month shall be levied by GRIDCO Ltd. on the unpaid amount. bbox=[19, 1682, 597, 1704]
masthead-place bbox=[134, 15, 384, 60]
odisha-emblem-icon bbox=[1314, 472, 1336, 498]
sambalpur-office: OFFICE OF THE SUPERINTENDING ENGINEER bbox=[1213, 828, 1437, 840]
wanted-ad-1-body: Required Marketing Manager-1o, M/F, Telecaller–10 (Female), (Min 2 years experience) Receptionist–1 (Female), Fixed Salary + High Incentives bbox=[1195, 161, 1311, 209]
nuapada-notice-date: Date: 20.03.26 bbox=[1404, 579, 1453, 589]
gridco-logo-tagline: Empowering Odisha bbox=[276, 1220, 340, 1227]
badge-top-text: ଏହି bbox=[60, 12, 72, 21]
gridco-item-a: (A) Energy Charges: The charges on the scheduled energy supplied by GRIDCO Ltd. to the Distribution Licensees shall be as follows: bbox=[19, 1449, 529, 1460]
tariff-name-2: TPWODL bbox=[49, 1492, 88, 1503]
tariff-row-tpnodl bbox=[49, 1478, 597, 1492]
story1-headline-line1: ସହରରେ bbox=[8, 83, 64, 102]
gridco-bsp-title: Bulk Supply Price bbox=[19, 1384, 93, 1395]
tariff-value-1: 344.00 bbox=[241, 1479, 269, 1490]
nuapada-body: The sealed quotation should reach at O/o. CDM & PHO, Nuapada in any working day by 23.04.26 till 5 P.M. along with all required documents by Speed Post/Regd. Post/reputed Courier (Providing online tracking details) only. The tender will be opened on 24.04.26 at 11.00 A.M. in the Office of the undersigned in presence of the bidder/authorized representative of the bidder. Details regarding terms and terms and conditions may be downloaded from www.nuapada.odisha.gov.in from 23.03.26. The undersigned reserves the right to accept or reject any or all the quotations without assigning any reason thereof. bbox=[1197, 649, 1452, 739]
tariff-unit-3: paise per kWh bbox=[274, 1506, 332, 1517]
required-city: Bhubaneswar, Odisha bbox=[1331, 412, 1404, 422]
parking-byline: ଭୁବନେଶ୍ୱର,୨୪ମାର୍ଚ୍ଚ(ନିଜସ୍ୱ ସମ୍ବାଦଦାତା) bbox=[616, 1429, 748, 1439]
row5-sl: 5 bbox=[1198, 1003, 1207, 1015]
nuapada-line1: No. 10001/140/2526: Sealed tenders are invited from the reputed supplier and Hotel Owners as per details below on annual rate contract basis. bbox=[1197, 589, 1453, 609]
row2-value: Rs.6,000/- & Rs.4,000/- each paper bbox=[1303, 948, 1453, 960]
photo-flowers bbox=[393, 480, 691, 499]
lead-headline: ବେଆଇନ ପାଉଁଶ ଉଠାଣ ବିରୋଧରେ ବିକ୍ଷୋଭ bbox=[403, 84, 681, 155]
cmyk-dots-1 bbox=[176, 2323, 256, 2336]
gridco-logo bbox=[19, 1191, 597, 1227]
gridco-sub2: Regd. Office: Janpath, Bhubaneswar-751022, Odisha bbox=[188, 1270, 428, 1281]
row3-value: OEM/Specialized Agency/Registered firm for the individual works bbox=[1303, 960, 1453, 981]
avashyak-phone[interactable]: 9132933333 bbox=[1199, 359, 1315, 381]
gridco-place: Bhubaneswar bbox=[19, 1764, 72, 1775]
wanted-ad-2-contact[interactable]: Mob: 9078695026 / 7381091234 bbox=[1331, 203, 1455, 228]
required-ad[interactable] bbox=[1327, 236, 1459, 460]
divider-5 bbox=[616, 1394, 1152, 1395]
gridco-sign-1: Sd/- Managing Director bbox=[508, 1764, 597, 1775]
tech-photo-caption: କାର୍ଯ୍ୟକ୍ରମରେ ଯୋଗଦେଇଥିବା ଅତିଥି ଏବଂ ଅଧିକାରୀମାନେ। bbox=[456, 501, 628, 511]
nuapada-address: Nuapada, Odisha - 766105 bbox=[1279, 538, 1371, 548]
row3-sl: 3 bbox=[1198, 960, 1207, 981]
wanted-ad-1-contact[interactable]: Contact:8093000604 bbox=[1195, 212, 1319, 226]
anniversary-badge bbox=[8, 7, 124, 69]
gridco-tariff-table bbox=[49, 1465, 597, 1519]
career-ads-row1 bbox=[1191, 139, 1459, 232]
career-title1: CAREER bbox=[1283, 86, 1366, 106]
sambalpur-no: No. 1379 bbox=[1197, 872, 1227, 882]
career-appointment-banner bbox=[1191, 82, 1459, 125]
